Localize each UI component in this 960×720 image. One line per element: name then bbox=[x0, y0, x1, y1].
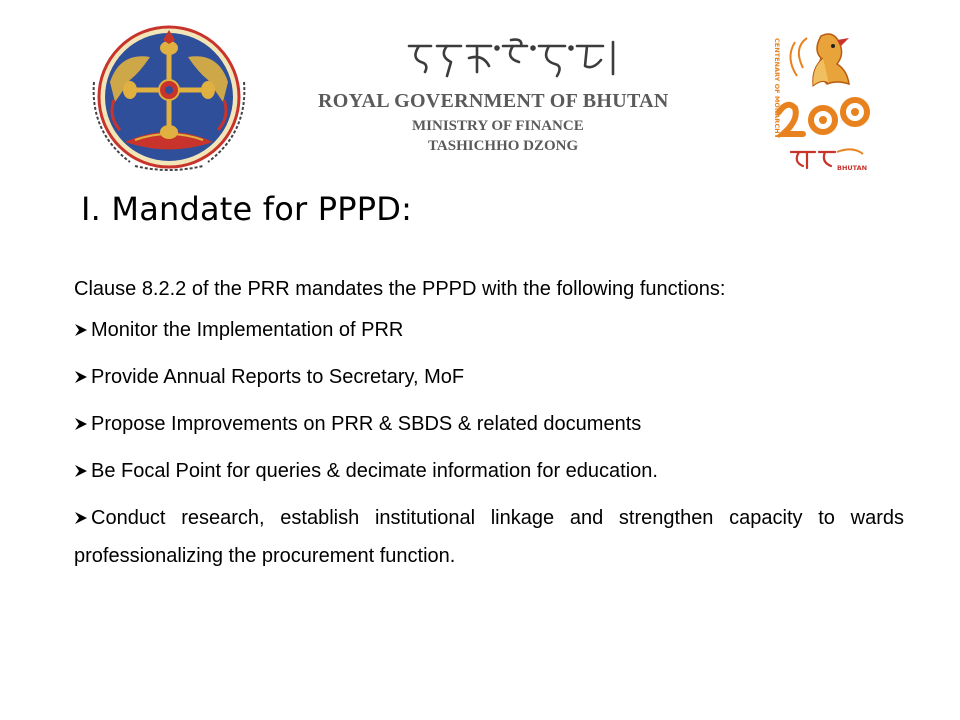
tibetan-heading bbox=[407, 36, 627, 82]
list-item bbox=[74, 452, 904, 490]
arrow-bullet-icon bbox=[74, 464, 89, 478]
arrow-bullet-icon bbox=[74, 370, 89, 384]
list-item bbox=[74, 358, 904, 396]
arrow-bullet-icon bbox=[74, 417, 89, 431]
list-item-text: Be Focal Point for queries & decimate information for education. bbox=[91, 460, 658, 482]
list-item-text: Conduct research, establish institutional linkage and strengthen capacity to wards professionalizing the procurement function. bbox=[74, 507, 904, 567]
arrow-bullet-icon bbox=[74, 511, 89, 525]
arrow-bullet-icon bbox=[74, 323, 89, 337]
tibetan-script-icon bbox=[407, 36, 627, 82]
svg-text:CENTENARY OF MONARCHY: CENTENARY OF MONARCHY bbox=[773, 38, 781, 139]
organization-name: ROYAL GOVERNMENT OF BHUTAN bbox=[318, 90, 669, 112]
intro-paragraph: Clause 8.2.2 of the PRR mandates the PPPD with the following functions: bbox=[74, 278, 726, 300]
list-item-text: Propose Improvements on PRR & SBDS & related documents bbox=[91, 413, 642, 435]
slide-title: I. Mandate for PPPD: bbox=[81, 190, 413, 228]
svg-text:BHUTAN: BHUTAN bbox=[837, 164, 868, 172]
list-item bbox=[74, 311, 904, 349]
slide-body bbox=[74, 270, 904, 584]
list-item-text: Monitor the Implementation of PRR bbox=[91, 319, 404, 341]
list-item-text: Provide Annual Reports to Secretary, MoF bbox=[91, 366, 465, 388]
ministry-name: MINISTRY OF FINANCE bbox=[412, 118, 584, 134]
list-item bbox=[74, 499, 904, 575]
list-item bbox=[74, 405, 904, 443]
centenary-logo-icon bbox=[763, 28, 878, 176]
bhutan-emblem-icon bbox=[80, 22, 258, 172]
functions-list bbox=[74, 311, 904, 575]
location-name: TASHICHHO DZONG bbox=[428, 138, 579, 154]
letterhead-header bbox=[0, 0, 960, 185]
